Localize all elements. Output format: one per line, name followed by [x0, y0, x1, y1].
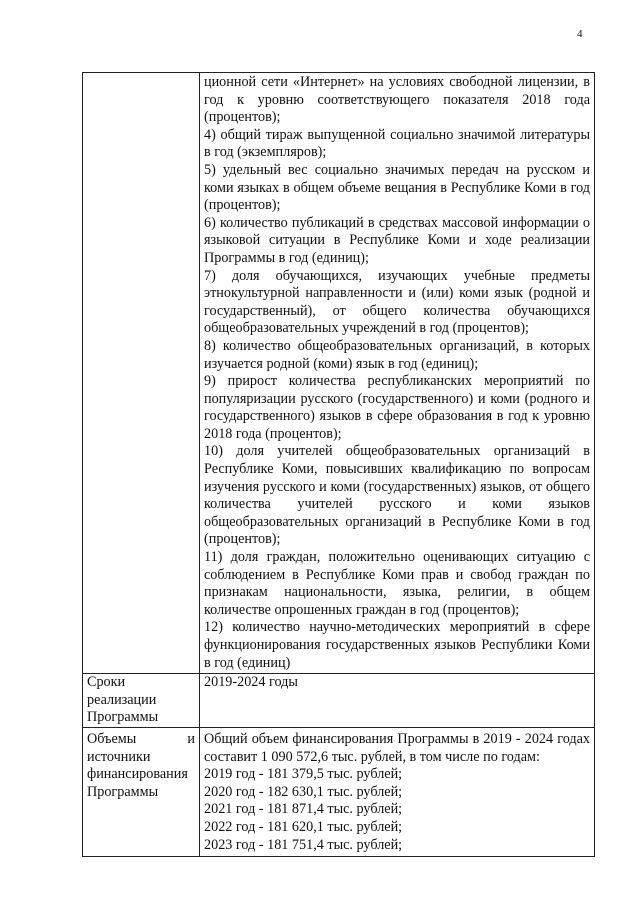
program-passport-table — [82, 72, 595, 857]
table-row-indicators — [83, 73, 595, 674]
terms-value-cell — [200, 674, 595, 728]
indicators-cell — [200, 73, 595, 674]
indicator-item: 11) доля граждан, положительно оценивающих ситуацию с соблюдением в Республике Коми прав и свобод граждан по признакам национальности, языка, религии, в общем количестве опрошенных граждан в год (процентов); — [204, 549, 590, 618]
indicator-item: 4) общий тираж выпущенной социально значимой литературы в год (экземпляров); — [204, 126, 590, 161]
indicator-item: 7) доля обучающихся, изучающих учебные предметы этнокультурной направленности и (или) коми язык (родной и государственный), от общего количества обучающихся общеобразовательных учреждений в год (процентов); — [204, 267, 590, 337]
indicator-item: ционной сети «Интернет» на условиях свободной лицензии, в год к уровню соответствующего показателя 2018 года (процентов); — [204, 74, 590, 126]
terms-label-cell — [83, 674, 200, 728]
indicator-item: 12) количество научно-методических мероприятий в сфере функционирования государственных языков Республики Коми в год (единиц) — [204, 619, 590, 671]
terms-value: 2019-2024 годы — [204, 674, 298, 691]
funding-year-line: 2019 год - 181 379,5 тыс. рублей; — [204, 766, 403, 783]
funding-label-cell — [83, 727, 200, 856]
funding-year-line: 2023 год - 181 751,4 тыс. рублей; — [204, 836, 403, 853]
indicator-item: 10) доля учителей общеобразовательных организаций в Республике Коми, повысивших квалификацию по вопросам изучения русского и коми (государственных) языков, от общего количества учителей русского и коми языков общеобразовательных организаций в Республике Коми в год (процентов); — [204, 443, 590, 548]
terms-label: Сроки реализации Программы — [87, 674, 159, 726]
funding-label: Объемы и источники финансирования Программы — [87, 730, 195, 800]
indicators-label-cell — [83, 73, 200, 674]
funding-year-line: 2022 год - 181 620,1 тыс. рублей; — [204, 818, 403, 835]
funding-intro: Общий объем финансирования Программы в 2019 - 2024 годах составит 1 090 572,6 тыс. рублей, в том числе по годам: — [204, 730, 590, 765]
indicator-item: 8) количество общеобразовательных организаций, в которых изучается родной (коми) язык в год (единиц); — [204, 337, 590, 372]
funding-value-cell — [200, 727, 595, 856]
funding-year-line: 2020 год - 182 630,1 тыс. рублей; — [204, 783, 403, 800]
indicator-item: 9) прирост количества республиканских мероприятий по популяризации русского (государственного) и коми (родного и государственного) языков в сфере образования в год к уровню 2018 года (процентов); — [204, 373, 590, 442]
page-number: 4 — [577, 28, 583, 40]
indicator-item: 6) количество публикаций в средствах массовой информации о языковой ситуации в Республике Коми и ходе реализации Программы в год (единиц); — [204, 214, 590, 266]
table-row-terms — [83, 674, 595, 728]
table-row-funding — [83, 727, 595, 856]
funding-year-line: 2021 год - 181 871,4 тыс. рублей; — [204, 801, 403, 818]
indicator-item: 5) удельный вес социально значимых передач на русском и коми языках в общем объеме вещания в Республике Коми в год (процентов); — [204, 161, 590, 214]
